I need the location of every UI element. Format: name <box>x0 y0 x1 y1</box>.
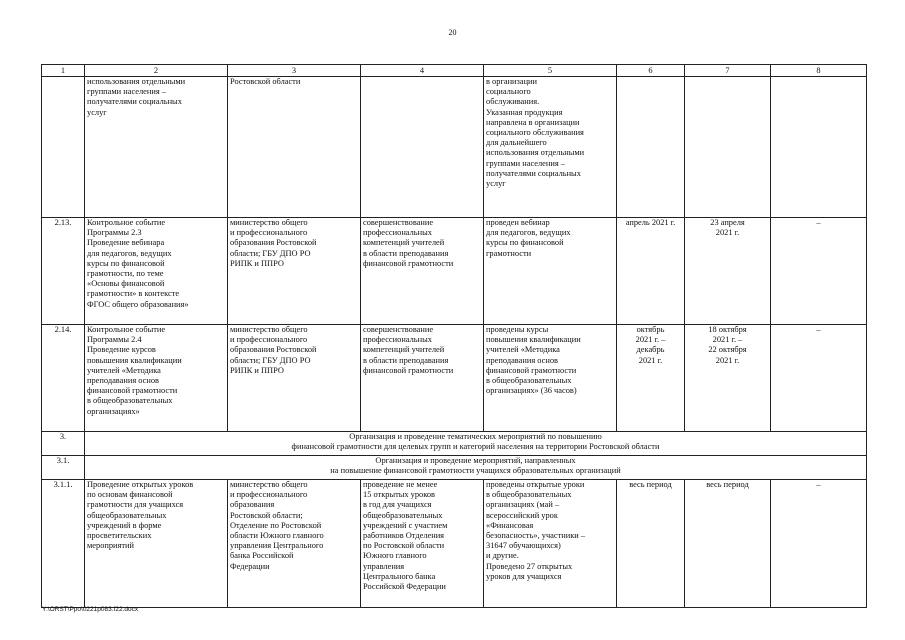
problems-cell <box>771 325 867 432</box>
cell-text-line: учреждений с участием <box>363 520 448 530</box>
cell-text-line: 22 октября <box>708 345 747 355</box>
cell-text-line: организациях» <box>87 406 140 416</box>
cell-text-line: области Южного главного <box>230 531 324 541</box>
cell-text-line: и профессионального <box>230 335 308 345</box>
cell-text-line: группами населения – <box>486 158 565 168</box>
cell-text-line: проведены курсы <box>486 325 549 334</box>
plan-table <box>41 64 867 608</box>
cell-text-line: 31647 обучающихся) <box>486 541 561 551</box>
cell-text-line: учителей «Методика <box>486 345 560 355</box>
cell-text-line: финансовой грамотности <box>363 365 454 375</box>
subsection-title-line: Организация и проведение мероприятий, направленных <box>375 456 576 465</box>
cell-text-line: 2021 г. <box>715 355 740 365</box>
cell-text-line: работников Отделения <box>363 531 445 541</box>
cell-text-line: организациях (май – <box>486 500 560 510</box>
cell-text-line: Российской Федерации <box>363 582 446 592</box>
cell-text-line: по основам финансовой <box>87 490 173 500</box>
cell-text-line: Проведение курсов <box>87 345 156 355</box>
cell-text-line: и другие. <box>486 551 519 561</box>
cell-text-line: получателями социальных <box>87 97 182 107</box>
cell-text-line: получателями социальных <box>486 168 581 178</box>
problems-cell <box>771 480 867 608</box>
row-number: 3.1.1. <box>42 480 85 608</box>
cell-text-line: 15 открытых уроков <box>363 490 436 500</box>
problems-cell <box>771 218 867 325</box>
cell-text-line: образования <box>230 500 275 510</box>
cell-text-line: в организации <box>486 77 538 86</box>
cell-text-line: преподавания основ <box>87 376 160 386</box>
cell-text-line: весь период <box>629 480 672 489</box>
column-number-row <box>42 65 867 77</box>
cell-text-line: Ростовской области; <box>230 510 303 520</box>
cell-text-line: грамотности <box>486 248 532 258</box>
cell-text-line: 2021 г. – <box>712 335 743 345</box>
cell-text-line: декабрь <box>636 345 665 355</box>
cell-text-line: уроков для учащихся <box>486 571 562 581</box>
cell-text-line: социального <box>486 87 531 97</box>
cell-text-line: грамотности, по теме <box>87 269 164 279</box>
section-title <box>85 432 867 456</box>
column-number: 4 <box>361 65 484 77</box>
subsection-title-line: на повышение финансовой грамотности учащихся образовательных организаций <box>330 466 621 476</box>
column-number: 7 <box>685 65 771 77</box>
table-row <box>42 480 867 608</box>
cell-text-line: 2021 г. <box>638 355 663 365</box>
column-number: 3 <box>228 65 361 77</box>
cell-text-line: социального обслуживания <box>486 128 584 138</box>
cell-text-line: апрель 2021 г. <box>625 218 676 227</box>
cell-text-line: повышения квалификации <box>87 355 182 365</box>
cell-text-line: образования Ростовской <box>230 345 317 355</box>
cell-text-line: использования отдельными <box>87 77 186 86</box>
table-row <box>42 218 867 325</box>
cell-text-line: – <box>816 325 821 334</box>
actual-result-cell <box>484 480 617 608</box>
cell-text-line: и профессионального <box>230 228 308 238</box>
file-path-footer: Y:\ORST\Ppo\0221p083.f22.docx <box>42 606 139 613</box>
cell-text-line: учителей «Методика <box>87 365 161 375</box>
cell-text-line: «Финансовая <box>486 520 534 530</box>
cell-text-line: банка Российской <box>230 551 294 561</box>
cell-text-line: по Ростовской области <box>363 541 445 551</box>
planned-date-cell <box>617 480 685 608</box>
cell-text-line: безопасность», участники – <box>486 531 586 541</box>
cell-text-line: управления <box>363 561 405 571</box>
responsible-cell <box>228 480 361 608</box>
cell-text-line: Контрольное событие <box>87 325 166 334</box>
cell-text-line: обслуживания. <box>486 97 540 107</box>
cell-text-line: 18 октября <box>708 325 747 334</box>
cell-text-line: Проведено 27 открытых <box>486 561 573 571</box>
actual-date-cell <box>685 77 771 218</box>
section-title-line: Организация и проведение тематических мероприятий по повышению <box>349 432 602 441</box>
cell-text-line: финансовой грамотности <box>363 258 454 268</box>
column-number: 6 <box>617 65 685 77</box>
cell-text-line: курсы по финансовой <box>87 258 165 268</box>
column-number: 2 <box>85 65 228 77</box>
actual-result-cell <box>484 77 617 218</box>
planned-date-cell <box>617 218 685 325</box>
cell-text-line: образования Ростовской <box>230 238 317 248</box>
row-number: 2.13. <box>42 218 85 325</box>
event-name-cell <box>85 325 228 432</box>
cell-text-line: общеобразовательных <box>87 510 167 520</box>
cell-text-line: финансовой грамотности <box>486 365 577 375</box>
cell-text-line: Федерации <box>230 561 270 571</box>
cell-text-line: – <box>816 480 821 489</box>
responsible-cell <box>228 77 361 218</box>
cell-text-line: Программы 2.3 <box>87 228 142 238</box>
cell-text-line: Центрального банка <box>363 571 436 581</box>
cell-text-line: группами населения – <box>87 87 166 97</box>
cell-text-line: общеобразовательных <box>363 510 443 520</box>
cell-text-line: Ростовской области <box>230 77 301 86</box>
cell-text-line: управления Центрального <box>230 541 324 551</box>
cell-text-line: Программы 2.4 <box>87 335 142 345</box>
cell-text-line: и профессионального <box>230 490 308 500</box>
cell-text-line: проведены открытые уроки <box>486 480 585 489</box>
cell-text-line: октябрь <box>636 325 665 334</box>
cell-text-line: профессиональных <box>363 228 432 238</box>
cell-text-line: 2021 г. – <box>635 335 666 345</box>
page-number: 20 <box>448 28 457 37</box>
cell-text-line: области; ГБУ ДПО РО <box>230 355 311 365</box>
expected-result-cell <box>361 480 484 608</box>
subsection-row <box>42 456 867 480</box>
cell-text-line: «Основы финансовой <box>87 279 165 289</box>
cell-text-line: министерство общего <box>230 480 308 489</box>
cell-text-line: финансовой грамотности <box>87 386 178 396</box>
event-name-cell <box>85 218 228 325</box>
cell-text-line: учреждений в форме <box>87 520 162 530</box>
cell-text-line: Проведение вебинара <box>87 238 165 248</box>
actual-date-cell <box>685 325 771 432</box>
cell-text-line: преподавания основ <box>486 355 559 365</box>
cell-text-line: организациях» (36 часов) <box>486 386 577 396</box>
cell-text-line: грамотности для учащихся <box>87 500 184 510</box>
cell-text-line: повышения квалификации <box>486 335 581 345</box>
cell-text-line: совершенствование <box>363 218 434 227</box>
expected-result-cell <box>361 218 484 325</box>
cell-text-line: мероприятий <box>87 541 135 551</box>
subsection-title <box>85 456 867 480</box>
section-row <box>42 432 867 456</box>
cell-text-line: для дальнейшего <box>486 138 547 148</box>
section-title-line: финансовой грамотности для целевых групп и категорий населения на территории Ростовской области <box>291 442 660 452</box>
cell-text-line: всероссийский урок <box>486 510 558 520</box>
cell-text-line: для педагогов, ведущих <box>87 248 172 258</box>
cell-text-line: использования отдельными <box>486 148 585 158</box>
cell-text-line: курсы по финансовой <box>486 238 564 248</box>
cell-text-line: Проведение открытых уроков <box>87 480 194 489</box>
cell-text-line: Указанная продукция <box>486 107 563 117</box>
cell-text-line: в год для учащихся <box>363 500 432 510</box>
cell-text-line: ФГОС общего образования» <box>87 299 189 309</box>
planned-date-cell <box>617 325 685 432</box>
cell-text-line: министерство общего <box>230 218 308 227</box>
planned-date-cell <box>617 77 685 218</box>
cell-text-line: проведен вебинар <box>486 218 550 227</box>
subsection-number: 3.1. <box>42 456 85 480</box>
row-number: 2.14. <box>42 325 85 432</box>
table-row <box>42 325 867 432</box>
actual-result-cell <box>484 325 617 432</box>
cell-text-line: для педагогов, ведущих <box>486 228 571 238</box>
column-number: 5 <box>484 65 617 77</box>
actual-date-cell <box>685 480 771 608</box>
cell-text-line: просветительских <box>87 531 152 541</box>
table-row <box>42 77 867 218</box>
cell-text-line: РИПК и ППРО <box>230 365 284 375</box>
cell-text-line: Отделение по Ростовской <box>230 520 322 530</box>
event-name-cell <box>85 77 228 218</box>
cell-text-line: в общеобразовательных <box>486 490 572 500</box>
cell-text-line: в области преподавания <box>363 355 449 365</box>
responsible-cell <box>228 325 361 432</box>
event-name-cell <box>85 480 228 608</box>
cell-text-line: в общеобразовательных <box>87 396 173 406</box>
cell-text-line: 2021 г. <box>715 228 740 238</box>
cell-text-line: Южного главного <box>363 551 427 561</box>
actual-date-cell <box>685 218 771 325</box>
cell-text-line: в общеобразовательных <box>486 376 572 386</box>
cell-text-line: совершенствование <box>363 325 434 334</box>
column-number: 8 <box>771 65 867 77</box>
actual-result-cell <box>484 218 617 325</box>
cell-text-line: весь период <box>706 480 749 489</box>
responsible-cell <box>228 218 361 325</box>
cell-text-line: профессиональных <box>363 335 432 345</box>
cell-text-line: министерство общего <box>230 325 308 334</box>
problems-cell <box>771 77 867 218</box>
cell-text-line: услуг <box>87 107 107 117</box>
cell-text-line: направлена в организации <box>486 117 580 127</box>
cell-text-line: услуг <box>486 179 506 189</box>
cell-text-line: компетенций учителей <box>363 238 445 248</box>
column-number: 1 <box>42 65 85 77</box>
cell-text-line: области; ГБУ ДПО РО <box>230 248 311 258</box>
cell-text-line: компетенций учителей <box>363 345 445 355</box>
cell-text-line: Контрольное событие <box>87 218 166 227</box>
cell-text-line: РИПК и ППРО <box>230 258 284 268</box>
row-number <box>42 77 85 218</box>
cell-text-line: проведение не менее <box>363 480 438 489</box>
cell-text-line: 23 апреля <box>710 218 745 227</box>
cell-text-line: грамотности» в контексте <box>87 289 180 299</box>
cell-text-line: в области преподавания <box>363 248 449 258</box>
cell-text-line: – <box>816 218 821 227</box>
expected-result-cell <box>361 325 484 432</box>
expected-result-cell <box>361 77 484 218</box>
section-number: 3. <box>42 432 85 456</box>
